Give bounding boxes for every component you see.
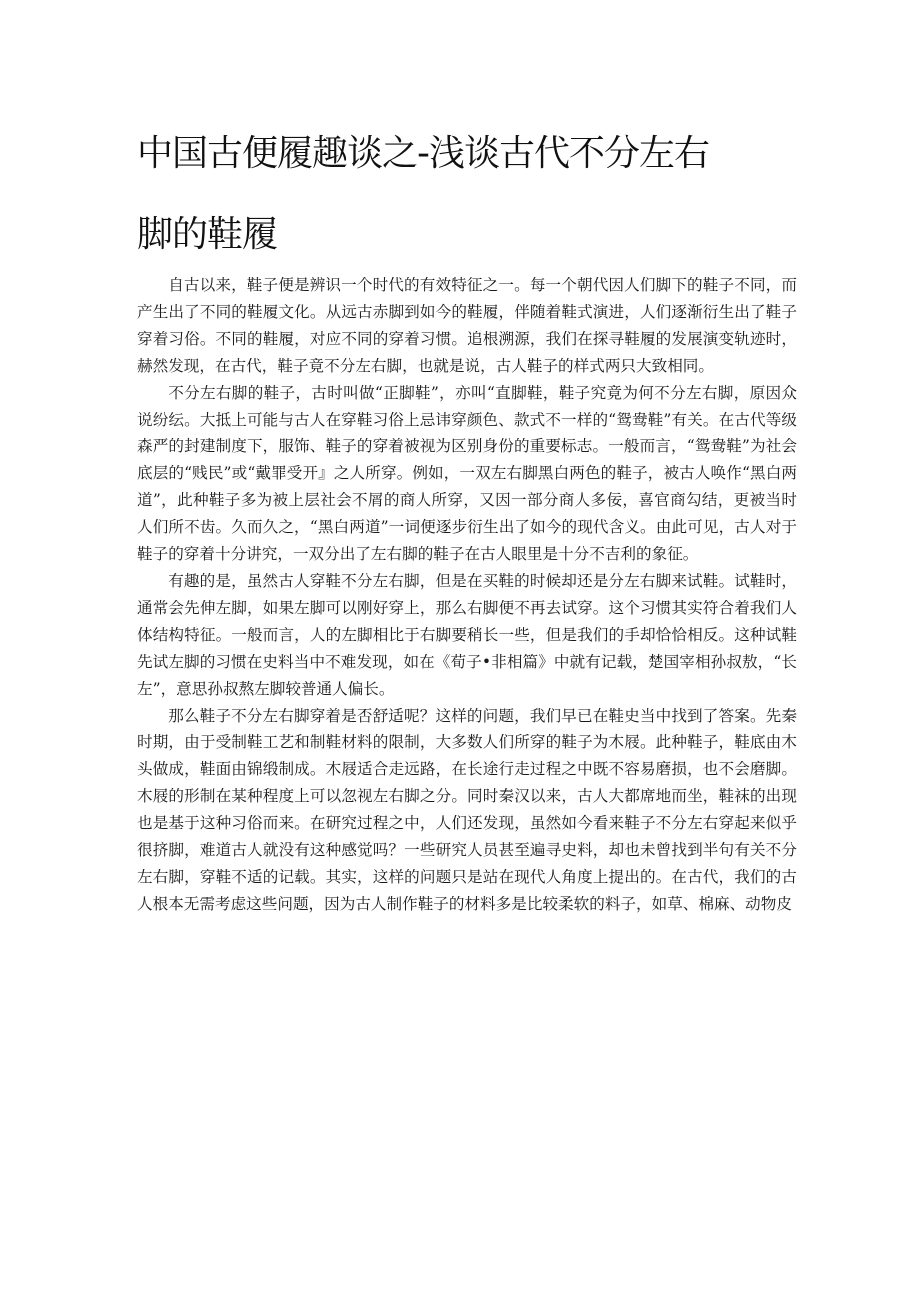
paragraph-2: 不分左右脚的鞋子，古时叫做“正脚鞋”，亦叫“直脚鞋，鞋子究竟为何不分左右脚，原因众说纷纭。大抵上可能与古人在穿鞋习俗上忌讳穿颜色、款式不一样的“鸳鸯鞋”有关。在古代等级森严的封建制度下，服饰、鞋子的穿着被视为区别身份的重要标志。一般而言，“鸳鸯鞋”为社会底层的“贱民”或“戴罪受开』之人所穿。例如，一双左右脚黑白两色的鞋子，被古人唤作“黑白两道”，此种鞋子多为被上层社会不屑的商人所穿，又因一部分商人多佞，喜官商勾结，更被当时人们所不齿。久而久之，“黑白两道”一词便逐步衍生出了如今的现代含义。由此可见，古人对于鞋子的穿着十分讲究，一双分出了左右脚的鞋子在古人眼里是十分不吉利的象征。 (137, 383, 797, 564)
document-title-line-2: 脚的鞋履 (137, 214, 278, 255)
document-title-line-1: 中国古便履趣谈之-浅谈古代不分左右 (137, 133, 709, 174)
article-body (137, 272, 797, 918)
paragraph-1: 自古以来，鞋子便是辨识一个时代的有效特征之一。每一个朝代因人们脚下的鞋子不同，而产生出了不同的鞋履文化。从远古赤脚到如今的鞋履，伴随着鞋式演进，人们逐渐衍生出了鞋子穿着习俗。不同的鞋履，对应不同的穿着习惯。追根溯源，我们在探寻鞋履的发展演变轨迹时，赫然发现，在古代，鞋子竟不分左右脚，也就是说，古人鞋子的样式两只大致相同。 (137, 276, 797, 375)
paragraph-4: 那么鞋子不分左右脚穿着是否舒适呢？这样的问题，我们早已在鞋史当中找到了答案。先秦时期，由于受制鞋工艺和制鞋材料的限制，大多数人们所穿的鞋子为木屐。此种鞋子，鞋底由木头做成，鞋面由锦缎制成。木屐适合走远路，在长途行走过程之中既不容易磨损，也不会磨脚。木屐的形制在某种程度上可以忽视左右脚之分。同时秦汉以来，古人大都席地而坐，鞋袜的出现也是基于这种习俗而来。在研究过程之中，人们还发现，虽然如今看来鞋子不分左右穿起来似乎很挤脚，难道古人就没有这种感觉吗？一些研究人员甚至遍寻史料，却也未曾找到半句有关不分左右脚，穿鞋不适的记载。其实，这样的问题只是站在现代人角度上提出的。在古代，我们的古人根本无需考虑这些问题，因为古人制作鞋子的材料多是比较柔软的料子，如草、棉麻、动物皮 (137, 706, 797, 913)
paragraph-3: 有趣的是，虽然古人穿鞋不分左右脚，但是在买鞋的时候却还是分左右脚来试鞋。试鞋时，通常会先伸左脚，如果左脚可以刚好穿上，那么右脚便不再去试穿。这个习惯其实符合着我们人体结构特征。一般而言，人的左脚相比于右脚要稍长一些，但是我们的手却恰恰相反。这种试鞋先试左脚的习惯在史料当中不难发现，如在《荀子•非相篇》中就有记载，楚国宰相孙叔敖，“长左”，意思孙叔熬左脚较普通人偏长。 (137, 571, 797, 698)
